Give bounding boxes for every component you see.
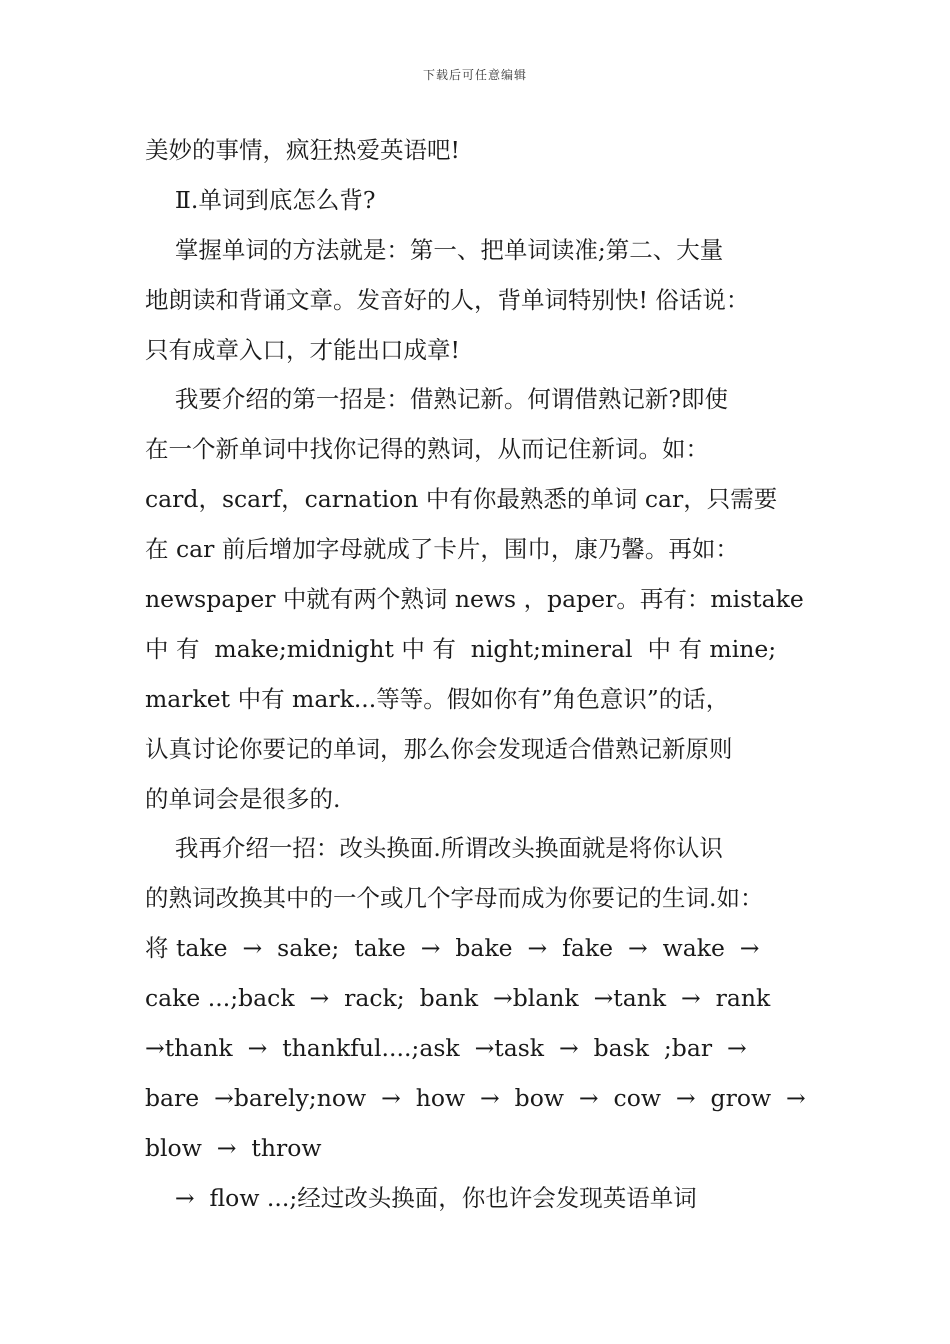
page-header: 下载后可任意编辑 [422,68,527,82]
word-chain-line: →thank → thankful....;ask →task → bask ;bar → [145,1034,747,1063]
text-line: 认真讨论你要记的单词，那么你会发现适合借熟记新原则 [145,734,733,763]
text-line: 中 有 make;midnight 中 有 night;mineral 中 有 mine; [145,634,777,663]
text-line: 只有成章入口，才能出口成章! [145,335,460,364]
text-line: → flow ...;经过改头换面，你也许会发现英语单词 [145,1183,697,1212]
word-chain-line: cake ...;back → rack; bank →blank →tank → rank [145,984,771,1013]
text-line: market 中有 mark...等等。假如你有”角色意识”的话， [145,684,730,713]
text-line: 我再介绍一招：改头换面.所谓改头换面就是将你认识 [145,834,723,863]
text-line: card，scarf，carnation 中有你最熟悉的单词 car，只需要 [145,485,778,514]
text-line: 的单词会是很多的. [145,784,341,813]
text-line: 美妙的事情，疯狂热爱英语吧! [145,136,460,164]
text-line: 地朗读和背诵文章。发音好的人，背单词特别快! 俗话说： [145,285,750,314]
text-line: 在 car 前后增加字母就成了卡片，围巾，康乃馨。再如： [145,535,739,564]
text-line: 在一个新单词中找你记得的熟词，从而记住新词。如： [145,435,709,464]
text-line: newspaper 中就有两个熟词 news ，paper。再有：mistake [145,585,804,614]
section-heading: Ⅱ.单词到底怎么背? [145,185,376,214]
text-line: 掌握单词的方法就是：第一、把单词读准;第二、大量 [145,235,724,264]
text-line: 我要介绍的第一招是：借熟记新。何谓借熟记新?即使 [145,385,728,414]
word-chain-line: blow → throw [145,1133,322,1162]
text-line: 的熟词改换其中的一个或几个字母而成为你要记的生词.如： [145,884,764,913]
word-chain-line: 将 take → sake; take → bake → fake → wake → [145,934,760,963]
document-body [145,126,810,1224]
word-chain-line: bare →barely;now → how → bow → cow → grow → [145,1083,806,1112]
